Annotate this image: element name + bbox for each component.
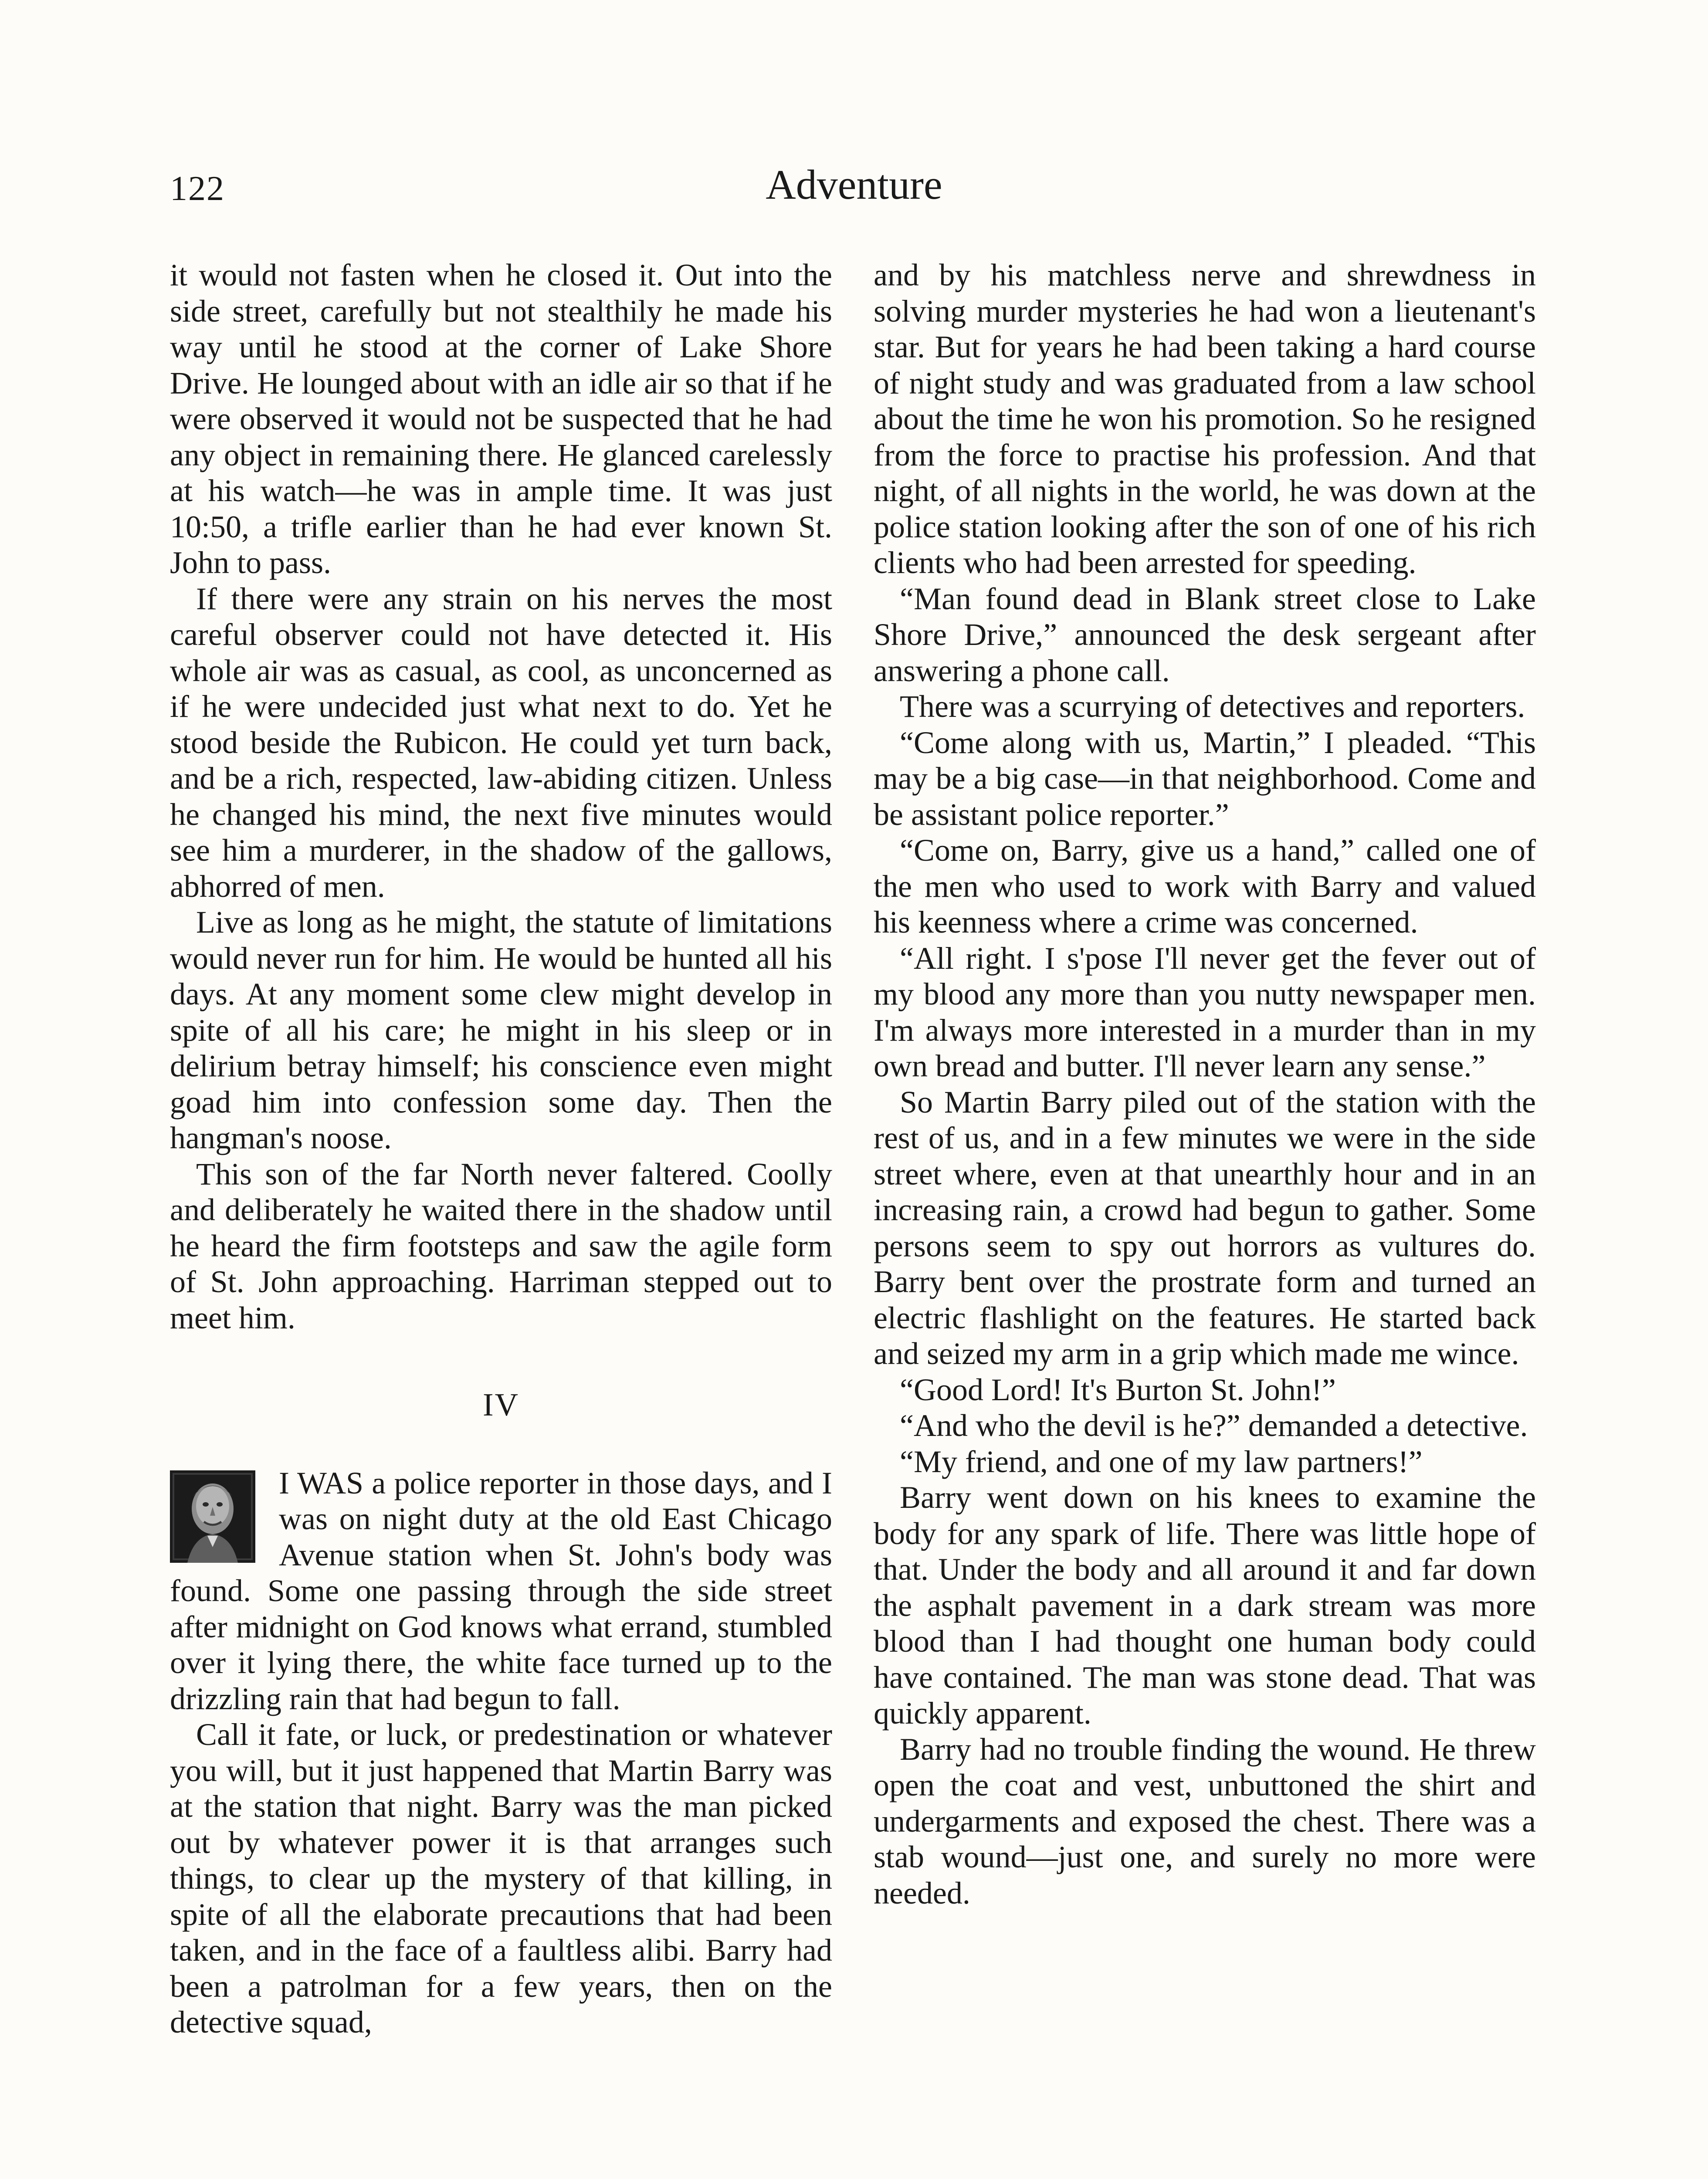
running-title: Adventure [766,161,942,208]
paragraph: “Come on, Barry, give us a hand,” called one of the men who used to work with Barry and valued his keenness where a crime was concerned. [874,833,1536,940]
right-column [874,257,1536,1911]
paragraph: If there were any strain on his nerves the most careful observer could not have detected it. His whole air was as casual, as cool, as unconcerned as if he were undecided just what next to do. Yet he stood beside the Rubicon. He could yet turn back, and be a rich, respected, law-abiding citizen. Unless he changed his mind, the next five minutes would see him a murderer, in the shadow of the gallows, abhorred of men. [170,581,832,904]
paragraph: “Good Lord! It's Burton St. John!” [900,1372,1336,1407]
dropcap-portrait-illustration [170,1470,255,1563]
paragraph: Live as long as he might, the statute of limitations would never run for him. He would be hunted all his days. At any moment some clew might develop in spite of all his care; he might in his sleep or in delirium betray himself; his conscience even might goad him into confession some day. Then the hangman's noose. [170,905,832,1155]
dropcap-paragraph-container [170,1465,832,1717]
paragraph: and by his matchless nerve and shrewdness in solving murder mysteries he had won a lieutenant's star. But for years he had been taking a hard course of night study and was graduated from a law school about the time he won his promotion. So he resigned from the force to practise his profession. And that night, of all nights in the world, he was down at the police station looking after the son of one of his rich clients who had been arrested for speeding. [874,258,1536,580]
dropcap-paragraph: I WAS a police reporter in those days, and I was on night duty at the old East Chicago Avenue station when St. John's body was found. Some one passing through the side street after midnight on God knows what errand, stumbled over it lying there, the white face turned up to the drizzling rain that had begun to fall. [170,1465,832,1716]
paragraph: “And who the devil is he?” demanded a detective. [900,1408,1528,1443]
paragraph: it would not fasten when he closed it. Out into the side street, carefully but not stealthily he made his way until he stood at the corner of Lake Shore Drive. He lounged about with an idle air so that if he were observed it would not be suspected that he had any object in remaining there. He glanced carelessly at his watch—he was in ample time. It was just 10:50, a trifle earlier than he had ever known St. John to pass. [170,258,832,580]
section-heading: IV [482,1387,520,1423]
left-column [170,257,832,2040]
page-number: 122 [170,170,225,208]
paragraph: “My friend, and one of my law partners!” [900,1444,1423,1479]
page-header [170,160,1538,221]
paragraph: There was a scurrying of detectives and reporters. [900,689,1525,724]
paragraph: “All right. I s'pose I'll never get the fever out of my blood any more than you nutty newspaper men. I'm always more interested in a murder than in my own bread and butter. I'll never learn any sense.” [874,940,1536,1083]
paragraph: “Come along with us, Martin,” I pleaded. “This may be a big case—in that neighborhood. Come and be assistant police reporter.” [874,725,1536,832]
paragraph: “Man found dead in Blank street close to Lake Shore Drive,” announced the desk sergeant after answering a phone call. [874,581,1536,688]
paragraph: Barry went down on his knees to examine the body for any spark of life. There was little hope of that. Under the body and all around it and far down the asphalt pavement in a dark stream was more blood than I had thought one human body could have contained. The man was stone dead. That was quickly apparent. [874,1480,1536,1731]
paragraph: Call it fate, or luck, or predestination or whatever you will, but it just happened that Martin Barry was at the station that night. Barry was the man picked out by whatever power it is that arranges such things, to clear up the mystery of that killing, in spite of all the elaborate precautions that had been taken, and in the face of a faultless alibi. Barry had been a patrolman for a few years, then on the detective squad, [170,1717,832,2040]
paragraph: So Martin Barry piled out of the station with the rest of us, and in a few minutes we were in the side street where, even at that unearthly hour and in an increasing rain, a crowd had begun to gather. Some persons seem to spy out horrors as vultures do. Barry bent over the prostrate form and turned an electric flashlight on the features. He started back and seized my arm in a grip which made me wince. [874,1084,1536,1371]
paragraph: Barry had no trouble finding the wound. He threw open the coat and vest, unbuttoned the shirt and undergarments and exposed the chest. There was a stab wound—just one, and surely no more were needed. [874,1731,1536,1911]
paragraph: This son of the far North never faltered. Coolly and deliberately he waited there in the shadow until he heard the firm footsteps and saw the agile form of St. John approaching. Harriman stepped out to meet him. [170,1156,832,1335]
